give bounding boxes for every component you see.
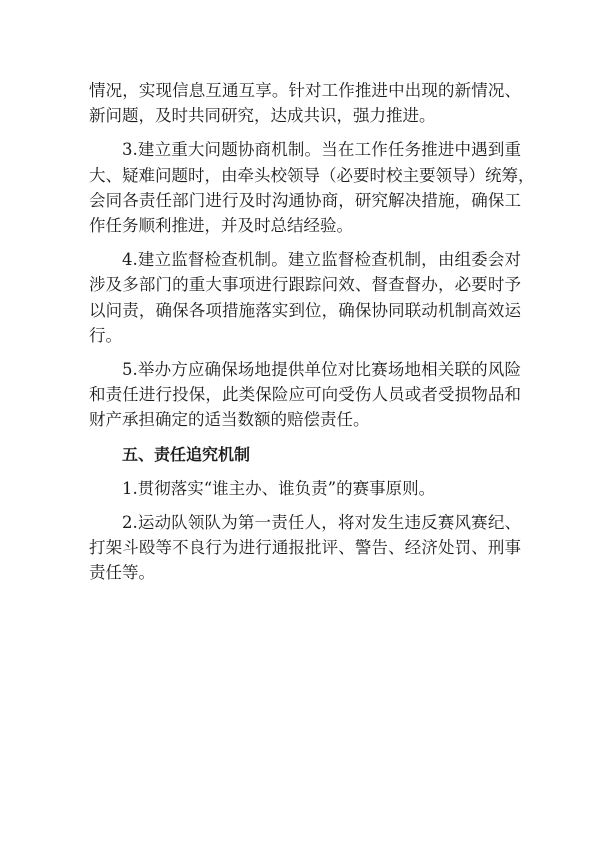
text-line: 5.举办方应确保场地提供单位对比赛场地相关联的风险: [122, 360, 521, 380]
text-line: 责任等。: [89, 563, 155, 583]
text-line: 和责任进行投保，此类保险应可向受伤人员或者受损物品和: [89, 385, 521, 405]
section-heading-text: 五、责任追究机制: [122, 444, 251, 464]
text-line: 财产承担确定的适当数额的赔偿责任。: [89, 410, 370, 430]
paragraph-item-3: [89, 137, 535, 238]
paragraph-continuation: [89, 78, 521, 128]
paragraph-section5-item-1: [89, 476, 521, 501]
paragraph-item-4: [89, 247, 521, 348]
text-line: 大、疑难问题时，由牵头校领导（必要时校主要领导）统筹，: [89, 165, 535, 185]
section-heading: [89, 442, 521, 467]
document-body: [89, 78, 535, 586]
text-line: 3.建立重大问题协商机制。当在工作任务推进中遇到重: [122, 140, 521, 160]
text-line: 新问题，及时共同研究，达成共识，强力推进。: [89, 106, 436, 126]
paragraph-item-5: [89, 357, 521, 433]
text-line: 作任务顺利推进，并及时总结经验。: [89, 216, 353, 236]
text-line: 打架斗殴等不良行为进行通报批评、警告、经济处罚、刑事: [89, 538, 521, 558]
text-line: 4.建立监督检查机制。建立监督检查机制，由组委会对: [122, 250, 521, 270]
text-line: 1.贯彻落实“谁主办、谁负责”的赛事原则。: [122, 478, 436, 498]
text-line: 情况，实现信息互通互享。针对工作推进中出现的新情况、: [89, 81, 521, 100]
text-line: 涉及多部门的重大事项进行跟踪问效、督查督办，必要时予: [89, 275, 521, 295]
text-line: 以问责，确保各项措施落实到位，确保协同联动机制高效运: [89, 300, 521, 320]
text-line: 会同各责任部门进行及时沟通协商，研究解决措施，确保工: [89, 190, 521, 210]
text-line: 2.运动队领队为第一责任人，将对发生违反赛风赛纪、: [122, 513, 521, 533]
text-line: 行。: [89, 325, 122, 345]
paragraph-section5-item-2: [89, 510, 521, 586]
